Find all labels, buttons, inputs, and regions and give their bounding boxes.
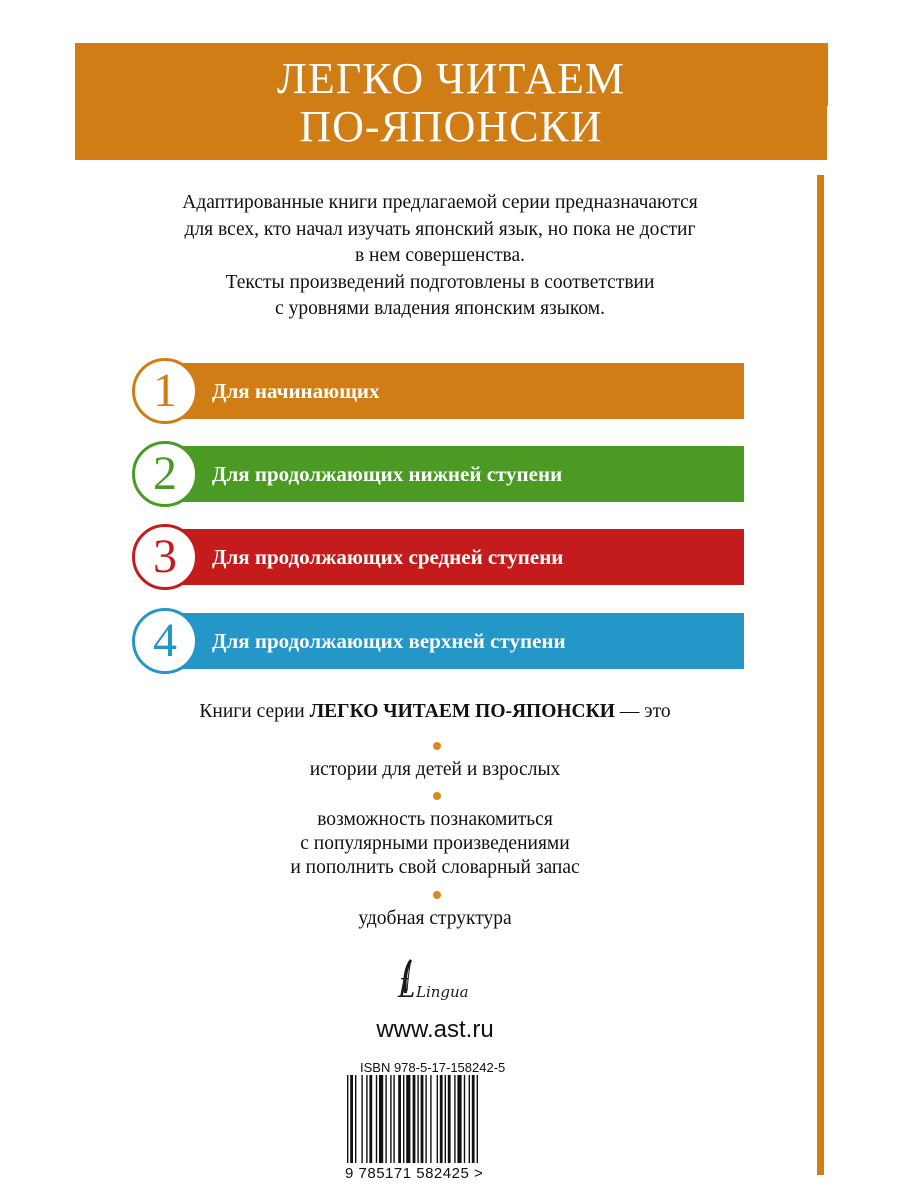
intro-line: с уровнями владения японским языком. (275, 298, 605, 319)
feature-item: истории для детей и взрослых (309, 759, 561, 780)
barcode-bar (347, 1075, 348, 1163)
series-title (75, 55, 827, 151)
spine-strip-top (820, 43, 828, 106)
intro-line: для всех, кто начал изучать японский язык, но пока не достиг (184, 218, 696, 240)
svg-text:L: L (398, 974, 416, 1004)
level-label: Для начинающих (212, 379, 380, 403)
barcode-bar (403, 1075, 404, 1163)
barcode-bar (369, 1075, 372, 1163)
level-4 (132, 608, 744, 674)
level-number-badge: 1 (132, 358, 198, 424)
barcode-bar (425, 1075, 426, 1163)
feature-item-line: возможность познакомиться (317, 809, 553, 830)
barcode-bar (390, 1075, 391, 1163)
barcode-bar (457, 1075, 461, 1163)
bullet-dot (433, 891, 441, 899)
quill-icon (380, 955, 480, 1005)
series-header-band (75, 43, 827, 160)
barcode-bar (406, 1075, 410, 1163)
level-number-badge: 3 (132, 524, 198, 590)
level-3 (132, 524, 744, 590)
level-label: Для продолжающих верхней ступени (212, 629, 566, 653)
features-intro-series: ЛЕГКО ЧИТАЕМ ПО-ЯПОНСКИ (309, 701, 615, 722)
barcode-bar (379, 1075, 383, 1163)
intro-line: Адаптированные книги предлагаемой серии предназначаются (182, 192, 698, 213)
lingua-logo (380, 955, 480, 1005)
barcode-bar (350, 1075, 353, 1163)
barcode-bar (413, 1075, 416, 1163)
bullet-dot (433, 742, 441, 750)
level-number-badge: 2 (132, 441, 198, 507)
intro-line: в нем совершенства. (354, 245, 526, 266)
publisher-url[interactable]: www.ast.ru (376, 1016, 494, 1043)
barcode-bar (445, 1075, 446, 1163)
barcode-bar (398, 1075, 401, 1163)
barcode-bar (393, 1075, 394, 1163)
features-intro (0, 700, 870, 724)
barcode-bar (448, 1075, 451, 1163)
series-title-line2: ПО-ЯПОНСКИ (299, 102, 603, 151)
feature-item-line: и пополнить свой словарный запас (290, 857, 580, 878)
feature-item-line: с популярными произведениями (300, 833, 570, 854)
level-1 (132, 358, 744, 424)
features-intro-prefix: Книги серии (199, 701, 310, 722)
intro-line: Тексты произведений подготовлены в соответствии (225, 271, 655, 293)
barcode-bar (464, 1075, 465, 1163)
barcode-bar (430, 1075, 431, 1163)
level-label: Для продолжающих средней ступени (212, 545, 564, 569)
bullet-dot (433, 792, 441, 800)
barcode-bar (421, 1075, 424, 1163)
barcode-bar (385, 1075, 386, 1163)
barcode-bar (469, 1075, 470, 1163)
barcode-bar (376, 1075, 377, 1163)
barcode-bar (472, 1075, 475, 1163)
lingua-logo-text: Lingua (416, 983, 469, 1001)
barcode-bar (366, 1075, 367, 1163)
level-2 (132, 441, 744, 507)
features-intro-suffix: — это (614, 701, 671, 722)
level-number-badge: 4 (132, 608, 198, 674)
barcode-bar (454, 1075, 455, 1163)
barcode-bar (440, 1075, 443, 1163)
feature-item: удобная структура (358, 908, 512, 929)
barcode (345, 1075, 530, 1170)
barcode-bar (437, 1075, 438, 1163)
intro-text (120, 190, 760, 323)
series-title-line1: ЛЕГКО ЧИТАЕМ (276, 54, 625, 103)
barcode-bar (361, 1075, 362, 1163)
barcode-bar (355, 1075, 356, 1163)
barcode-bar (477, 1075, 478, 1163)
isbn-label: ISBN 978-5-17-158242-5 (360, 1060, 506, 1075)
barcode-digits: 9 785171 582425 > (345, 1165, 484, 1182)
level-label: Для продолжающих нижней ступени (212, 462, 563, 486)
barcode-bar (417, 1075, 418, 1163)
